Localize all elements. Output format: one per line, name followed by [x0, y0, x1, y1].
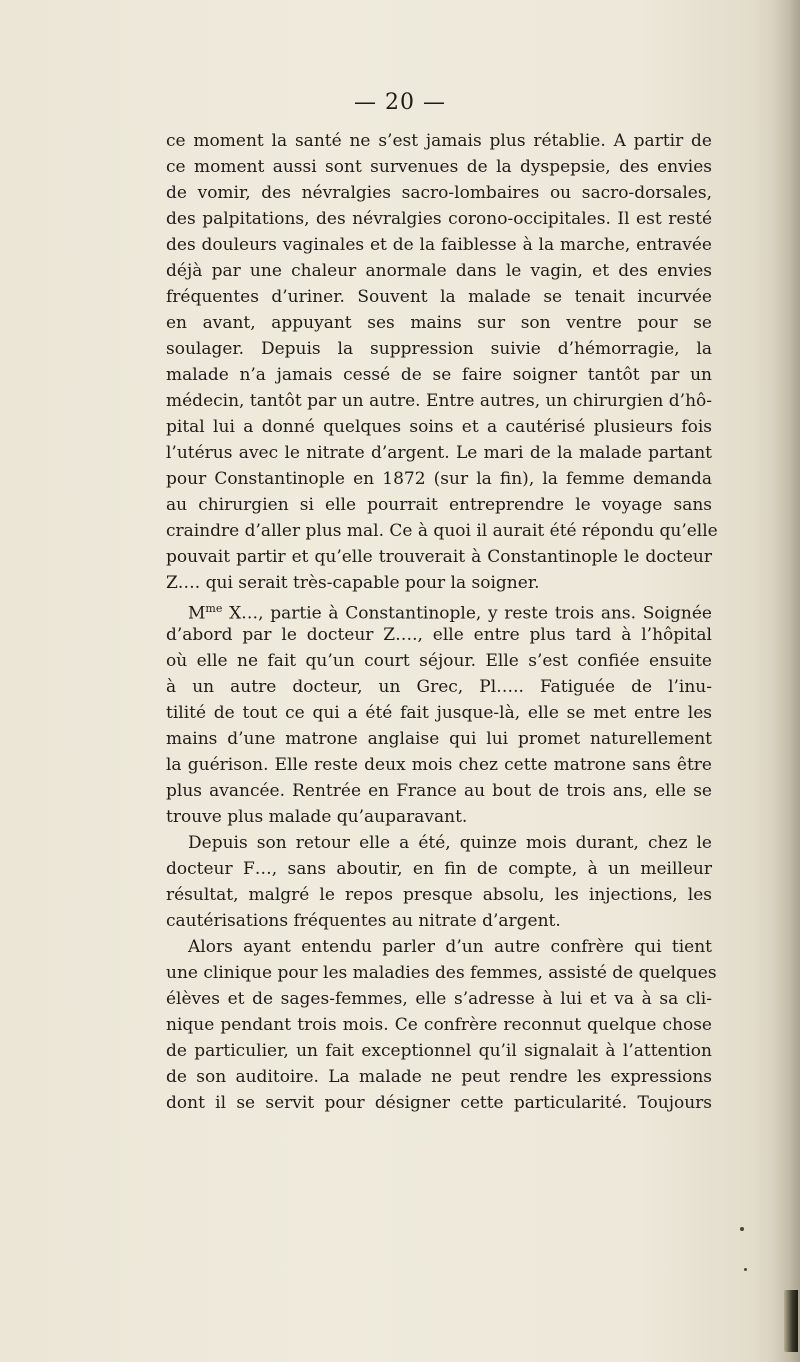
- text-line: nique pendant trois mois. Ce confrère reconnut quelque chose: [166, 1015, 712, 1035]
- text-line: $M^{me}$ X…, partie à Constantinople, y reste trois ans. Soignée: [188, 602, 712, 624]
- text-line: ce moment la santé ne s’est jamais plus rétablie. A partir de: [166, 131, 712, 151]
- text-line: pour Constantinople en 1872 (sur la fin), la femme demanda: [166, 469, 712, 489]
- text-line: des douleurs vaginales et de la faiblesse à la marche, entravée: [166, 235, 712, 255]
- text-line: ce moment aussi sont survenues de la dyspepsie, des envies: [166, 157, 712, 177]
- text-line: en avant, appuyant ses mains sur son ventre pour se: [166, 313, 712, 333]
- text-line: résultat, malgré le repos presque absolu, les injections, les: [166, 885, 712, 905]
- text-line: Z…. qui serait très-capable pour la soigner.: [166, 573, 540, 593]
- text-line: mains d’une matrone anglaise qui lui promet naturellement: [166, 729, 712, 749]
- body-text: [166, 128, 718, 1116]
- text-line: d’abord par le docteur Z…., elle entre plus tard à l’hôpital: [166, 625, 712, 645]
- text-line: déjà par une chaleur anormale dans le vagin, et des envies: [166, 261, 712, 281]
- text-line: tilité de tout ce qui a été fait jusque-là, elle se met entre les: [166, 703, 712, 723]
- text-line: où elle ne fait qu’un court séjour. Elle s’est confiée ensuite: [166, 651, 712, 671]
- text-line: Alors ayant entendu parler d’un autre confrère qui tient: [188, 937, 712, 957]
- text-line: fréquentes d’uriner. Souvent la malade se tenait incurvée: [166, 287, 712, 307]
- text-line: pouvait partir et qu’elle trouverait à Constantinople le docteur: [166, 547, 712, 567]
- page-edge-shadow: [772, 0, 800, 1362]
- text-line: plus avancée. Rentrée en France au bout de trois ans, elle se: [166, 781, 712, 801]
- text-line: l’utérus avec le nitrate d’argent. Le mari de la malade partant: [166, 443, 712, 463]
- paper-speck: [744, 1268, 747, 1271]
- text-line: pital lui a donné quelques soins et a cautérisé plusieurs fois: [166, 417, 712, 437]
- text-line: des palpitations, des névralgies corono-occipitales. Il est resté: [166, 209, 712, 229]
- text-line: docteur F…, sans aboutir, en fin de compte, à un meilleur: [166, 859, 712, 879]
- text-line: Depuis son retour elle a été, quinze mois durant, chez le: [188, 833, 712, 853]
- text-line: une clinique pour les maladies des femmes, assisté de quelques: [166, 963, 717, 983]
- text-line: de vomir, des névralgies sacro-lombaires ou sacro-dorsales,: [166, 183, 712, 203]
- text-line: soulager. Depuis la suppression suivie d’hémorragie, la: [166, 339, 712, 359]
- page-corner-mark: [784, 1290, 798, 1352]
- text-line: de particulier, un fait exceptionnel qu’il signalait à l’attention: [166, 1041, 712, 1061]
- text-line: au chirurgien si elle pourrait entreprendre le voyage sans: [166, 495, 712, 515]
- text-line: cautérisations fréquentes au nitrate d’argent.: [166, 911, 561, 931]
- text-line: élèves et de sages-femmes, elle s’adresse à lui et va à sa cli-: [166, 989, 712, 1009]
- text-line: la guérison. Elle reste deux mois chez cette matrone sans être: [166, 755, 712, 775]
- text-line: médecin, tantôt par un autre. Entre autres, un chirurgien d’hô-: [166, 391, 712, 411]
- text-line: trouve plus malade qu’auparavant.: [166, 807, 468, 827]
- page-number: — 20 —: [354, 90, 446, 115]
- text-line: dont il se servit pour désigner cette particularité. Toujours: [166, 1093, 712, 1113]
- text-line: à un autre docteur, un Grec, Pl….. Fatiguée de l’inu-: [166, 677, 712, 697]
- text-line: malade n’a jamais cessé de se faire soigner tantôt par un: [166, 365, 712, 385]
- text-line: de son auditoire. La malade ne peut rendre les expressions: [166, 1067, 712, 1087]
- text-line: craindre d’aller plus mal. Ce à quoi il aurait été répondu qu’elle: [166, 521, 718, 541]
- paper-speck: [740, 1227, 744, 1231]
